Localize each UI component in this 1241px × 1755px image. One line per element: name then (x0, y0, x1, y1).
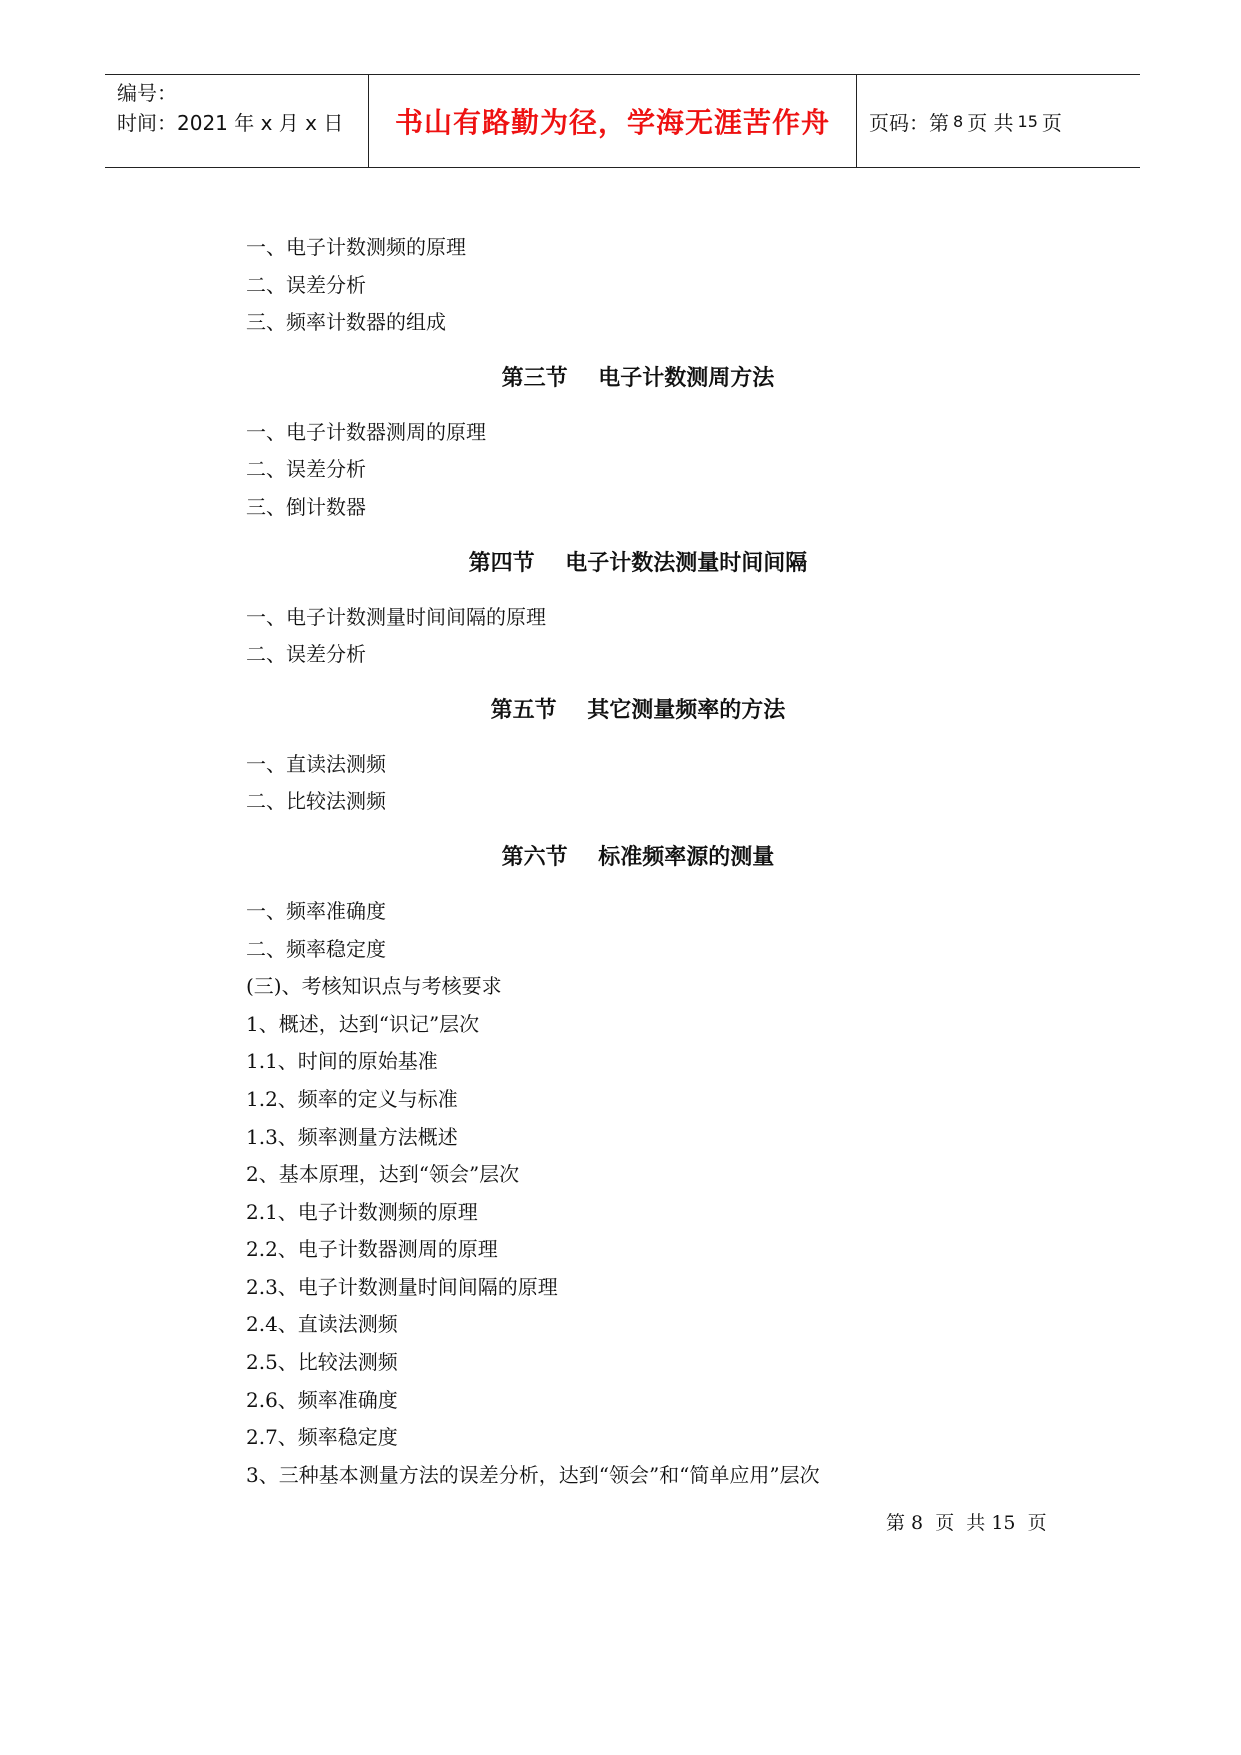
list-item: 二、误差分析 (246, 457, 366, 482)
list-block-2 (246, 414, 1046, 527)
list-block-4 (246, 746, 1046, 821)
list-item: 1.2、频率的定义与标准 (246, 1086, 458, 1111)
list-item: 1.3、频率测量方法概述 (246, 1124, 458, 1149)
list-item: 一、频率准确度 (246, 898, 386, 923)
list-item: 1.1、时间的原始基准 (246, 1049, 438, 1074)
page-footer: 第 8 页 共 15 页 (886, 1512, 1047, 1534)
list-item: 3、三种基本测量方法的误差分析，达到“领会”和“简单应用”层次 (246, 1462, 820, 1487)
header-motto: 书山有路勤为径，学海无涯苦作舟 (369, 75, 857, 167)
list-item: 三、频率计数器的组成 (246, 310, 446, 335)
document-time: 时间：2021 年 x 月 x 日 (117, 111, 344, 135)
list-item: 2.7、频率稳定度 (246, 1425, 398, 1450)
page-number: 8 (953, 111, 964, 131)
section-heading-4: 第四节 电子计数法测量时间间隔 (468, 549, 808, 576)
list-item: 2.4、直读法测频 (246, 1312, 398, 1337)
list-item: 2、基本原理，达到“领会”层次 (246, 1162, 520, 1187)
section-heading-6: 第六节 标准频率源的测量 (501, 843, 775, 870)
header-page-info (857, 75, 1140, 167)
list-item: 一、电子计数测量时间间隔的原理 (246, 604, 546, 629)
list-item: 二、误差分析 (246, 272, 366, 297)
page-header (105, 74, 1140, 168)
list-item: 2.1、电子计数测频的原理 (246, 1199, 478, 1224)
page-suffix: 页 (1041, 110, 1062, 135)
list-item: 二、误差分析 (246, 642, 366, 667)
list-item: (三)、考核知识点与考核要求 (246, 974, 502, 999)
list-item: 三、倒计数器 (246, 494, 366, 519)
list-item: 一、电子计数测频的原理 (246, 235, 466, 259)
list-item: 2.3、电子计数测量时间间隔的原理 (246, 1274, 558, 1299)
list-block-1 (246, 229, 1046, 342)
list-item: 2.6、频率准确度 (246, 1387, 398, 1412)
section-heading-3: 第三节 电子计数测周方法 (501, 364, 775, 391)
list-item: 一、电子计数器测周的原理 (246, 419, 486, 444)
page-total: 15 (1017, 111, 1038, 131)
page-mid: 页 共 (967, 110, 1014, 135)
page-prefix: 页码：第 (869, 110, 949, 135)
list-block-3 (246, 599, 1046, 674)
list-item: 二、比较法测频 (246, 789, 386, 814)
document-body (246, 229, 1046, 1494)
list-item: 2.5、比较法测频 (246, 1350, 398, 1375)
section-heading-5: 第五节 其它测量频率的方法 (490, 696, 786, 723)
list-item: 二、频率稳定度 (246, 936, 386, 961)
list-item: 2.2、电子计数器测周的原理 (246, 1237, 498, 1262)
header-meta (105, 75, 369, 167)
document-number-label: 编号： (117, 81, 177, 105)
list-item: 1、概述，达到“识记”层次 (246, 1011, 480, 1036)
list-block-5 (246, 893, 1046, 1495)
list-item: 一、直读法测频 (246, 751, 386, 776)
